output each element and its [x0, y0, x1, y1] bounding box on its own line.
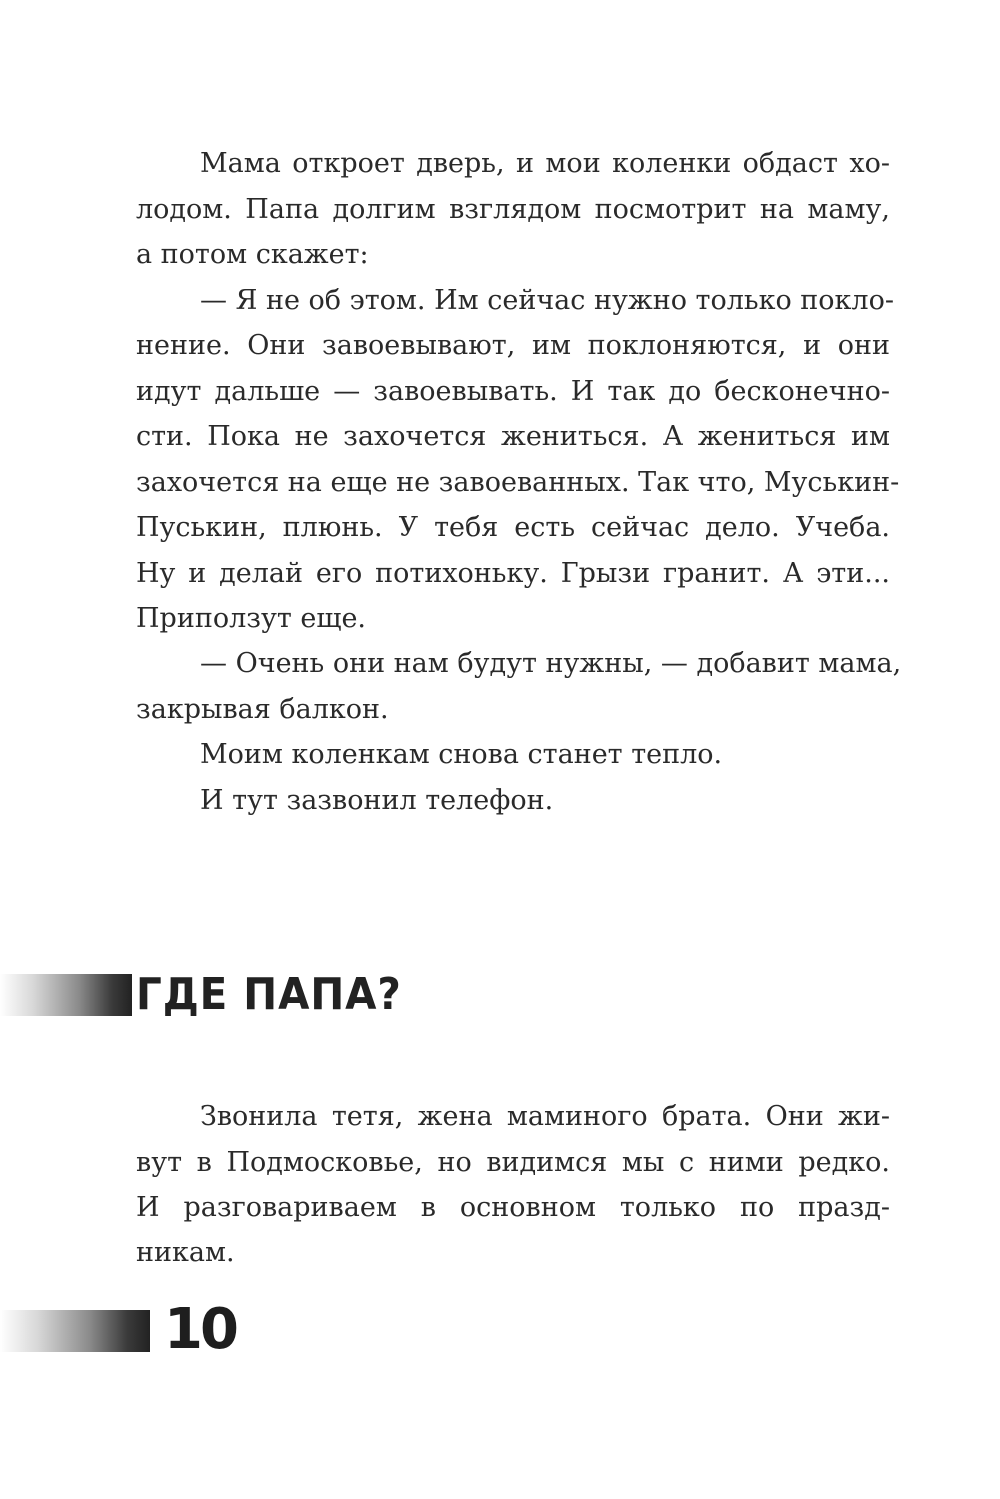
- text-line: Пуськин, плюнь. У тебя есть сейчас дело. Учеба.: [136, 512, 890, 543]
- text-line: никам.: [136, 1237, 235, 1268]
- text-line: лодом. Папа долгим взглядом посмотрит на маму,: [136, 194, 890, 225]
- text-line: Звонила тетя, жена маминого брата. Они жи-: [200, 1101, 890, 1132]
- text-line: — Я не об этом. Им сейчас нужно только покло-: [200, 285, 894, 316]
- chapter-gradient-bar: [0, 974, 132, 1016]
- text-line: закрывая балкон.: [136, 694, 389, 725]
- text-line: Ну и делай его потихоньку. Грызи гранит. А эти...: [136, 558, 890, 589]
- page-number-gradient-bar: [0, 1310, 150, 1352]
- text-line: а потом скажет:: [136, 239, 369, 270]
- text-line: — Очень они нам будут нужны, — добавит мама,: [200, 648, 902, 679]
- text-line: Моим коленкам снова станет тепло.: [200, 739, 723, 770]
- text-line: сти. Пока не захочется жениться. А жениться им: [136, 421, 890, 452]
- text-line: Приползут еще.: [136, 603, 367, 634]
- text-line: идут дальше — завоевывать. И так до бесконечно-: [136, 376, 890, 407]
- text-line: захочется на еще не завоеванных. Так что, Муськин-: [136, 467, 900, 498]
- text-line: И тут зазвонил телефон.: [200, 785, 554, 816]
- chapter-title: ГДЕ ПАПА?: [136, 969, 402, 1020]
- text-line: Мама откроет дверь, и мои коленки обдаст хо-: [200, 148, 890, 179]
- text-line: И разговариваем в основном только по празд-: [136, 1192, 890, 1223]
- text-line: нение. Они завоевывают, им поклоняются, и они: [136, 330, 890, 361]
- text-line: вут в Подмосковье, но видимся мы с ними редко.: [136, 1147, 890, 1178]
- page-number: 10: [164, 1297, 236, 1362]
